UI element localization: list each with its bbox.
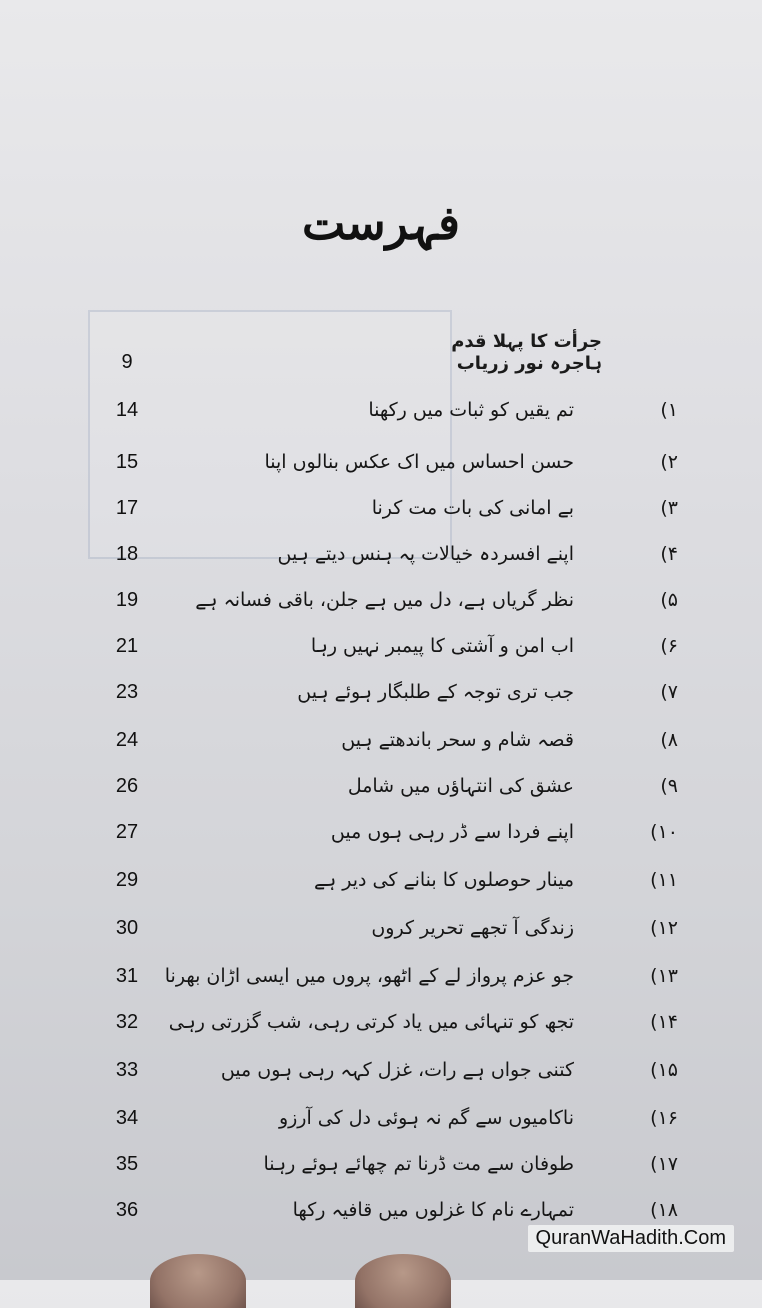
toc-page-number: 34 [115,1107,139,1129]
toc-page-number: 32 [115,1011,139,1033]
toc-page-number: 9 [121,351,133,373]
toc-row-6 [0,628,762,664]
toc-entry-title: اپنے فردا سے ڈر رہی ہوں میں [330,821,574,843]
toc-row-7 [0,674,762,710]
toc-entry-title: جب تری توجہ کے طلبگار ہوئے ہیں [297,681,574,703]
toc-page-number: 24 [115,729,139,751]
toc-entry-number: ۶) [660,635,678,657]
page-title: فہرست [301,196,461,250]
toc-row-10 [0,814,762,850]
toc-row-8 [0,722,762,758]
toc-entry-title: اب امن و آشتی کا پیمبر نہیں رہا [310,635,574,657]
toc-entry-title: تم یقیں کو ثبات میں رکھنا [368,399,574,421]
toc-entry-title: بے امانی کی بات مت کرنا [371,497,574,519]
toc-row-4 [0,536,762,572]
finger-right [355,1254,451,1308]
toc-entry-number: ۱۷) [650,1153,678,1175]
toc-entry-title: طوفان سے مت ڈرنا تم چھائے ہوئے رہنا [263,1153,574,1175]
toc-entry-number: ۴) [660,543,678,565]
toc-row-3 [0,490,762,526]
toc-entry-title: حسن احساس میں اک عکس بنالوں اپنا [264,451,574,473]
toc-entry-number: ۱۰) [650,821,678,843]
toc-row-5 [0,582,762,618]
toc-row-17 [0,1146,762,1182]
toc-page-number: 29 [115,869,139,891]
intro-title: جرأت کا پہلا قدم [451,331,602,352]
toc-row-14 [0,1004,762,1040]
intro-author: ہاجرہ نور زریاب [456,353,602,374]
toc-row-2 [0,444,762,480]
finger-left [150,1254,246,1308]
toc-row-9 [0,768,762,804]
toc-row-13 [0,958,762,994]
toc-entry-title: نظر گریاں ہے، دل میں ہے جلن، باقی فسانہ ہے [195,589,574,611]
toc-row-12 [0,910,762,946]
toc-entry-title: اپنے افسردہ خیالات پہ ہنس دیتے ہیں [277,543,574,565]
toc-page-number: 19 [115,589,139,611]
toc-page-number: 35 [115,1153,139,1175]
toc-page-number: 15 [115,451,139,473]
toc-page-number: 33 [115,1059,139,1081]
toc-entry-number: ۸) [660,729,678,751]
toc-page-number: 18 [115,543,139,565]
toc-row-18 [0,1192,762,1228]
toc-entry-number: ۱) [660,399,678,421]
toc-entry-number: ۱۶) [650,1107,678,1129]
toc-row-0 [0,344,762,380]
toc-entry-title: کتنی جواں ہے رات، غزل کہہ رہی ہوں میں [220,1059,574,1081]
toc-page-number: 27 [115,821,139,843]
toc-entry-title: عشق کی انتہاؤں میں شامل [347,775,574,797]
toc-page-number: 21 [115,635,139,657]
toc-row-15 [0,1052,762,1088]
toc-entry-title: تجھ کو تنہائی میں یاد کرتی رہی، شب گزرتی رہی [168,1011,574,1033]
toc-entry-number: ۵) [660,589,678,611]
toc-entry-title: جو عزم پرواز لے کے اٹھو، پروں میں ایسی اڑان بھرنا [164,965,574,987]
toc-page-number: 14 [115,399,139,421]
toc-entry-title: تمہارے نام کا غزلوں میں قافیہ رکھا [292,1199,574,1221]
site-watermark: QuranWaHadith.Com [528,1225,734,1252]
toc-entry-title: قصہ شام و سحر باندھتے ہیں [341,729,574,751]
toc-row-16 [0,1100,762,1136]
toc-page-number: 26 [115,775,139,797]
toc-entry-number: ۹) [660,775,678,797]
toc-entry-number: ۱۵) [650,1059,678,1081]
toc-entry-number: ۱۸) [650,1199,678,1221]
toc-entry-number: ۳) [660,497,678,519]
toc-page-number: 31 [115,965,139,987]
toc-entry-number: ۱۱) [650,869,678,891]
toc-entry-number: ۱۳) [650,965,678,987]
toc-entry-number: ۷) [660,681,678,703]
toc-page-number: 36 [115,1199,139,1221]
toc-row-1 [0,392,762,428]
toc-page-number: 23 [115,681,139,703]
toc-page-number: 17 [115,497,139,519]
toc-row-11 [0,862,762,898]
toc-page-number: 30 [115,917,139,939]
toc-entry-number: ۱۴) [650,1011,678,1033]
toc-entry-number: ۱۲) [650,917,678,939]
toc-entry-title: مینار حوصلوں کا بنانے کی دیر ہے [313,869,574,891]
toc-entry-title: زندگی آ تجھے تحریر کروں [371,917,574,939]
toc-entry-title: ناکامیوں سے گم نہ ہوئی دل کی آرزو [278,1107,574,1129]
toc-entry-number: ۲) [660,451,678,473]
